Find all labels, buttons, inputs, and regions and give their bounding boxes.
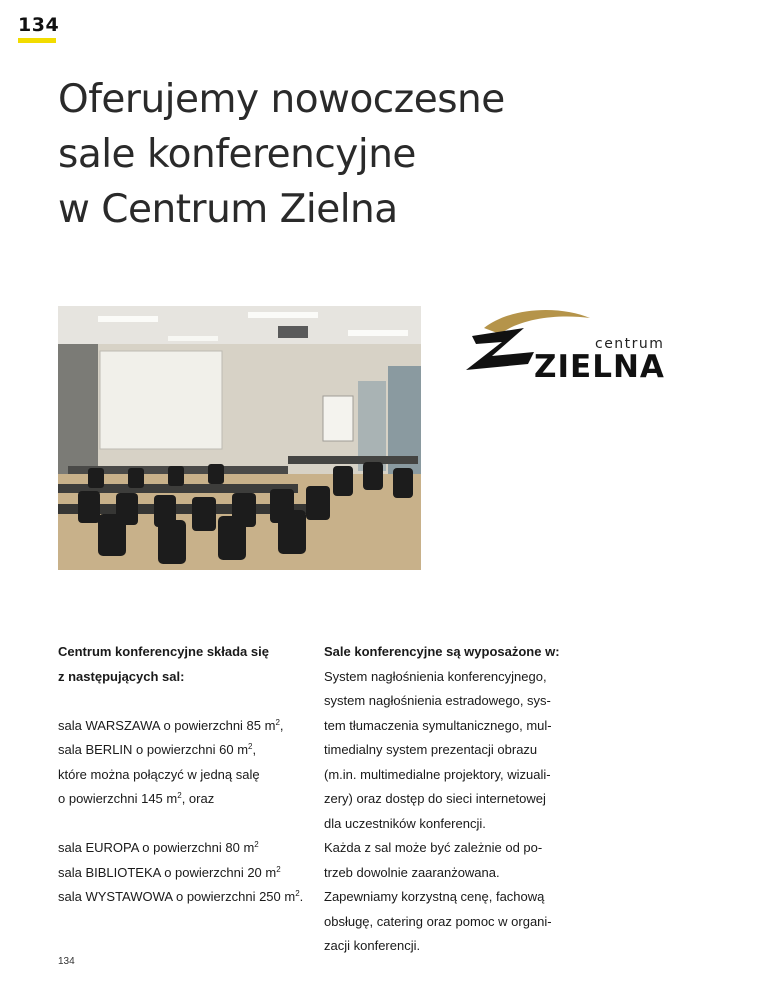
title-line-3: w Centrum Zielna <box>58 187 398 232</box>
equipment-line: trzeb dowolnie zaaranżowana. <box>324 864 500 880</box>
equipment-line: zacji konferencji. <box>324 938 421 953</box>
equipment-line: Zapewniamy korzystną cenę, fachową <box>324 889 545 904</box>
equipment-line: system nagłośnienia estradowego, sys- <box>324 693 551 708</box>
room-item: które można połączyć w jedną salę <box>58 766 260 782</box>
equipment-line: Każda z sal może być zależnie od po- <box>324 840 543 855</box>
page-number-bottom: 134 <box>58 956 75 967</box>
room-item: sala BIBLIOTEKA o powierzchni 20 $m^2$ <box>58 864 281 880</box>
logo-text-centrum: centrum <box>595 336 665 352</box>
rooms-heading-line-2: z następujących sal: <box>58 668 185 684</box>
rooms-heading-line-1: Centrum konferencyjne składa się <box>58 644 269 659</box>
title-line-1: Oferujemy nowoczesne <box>58 77 505 122</box>
page-title <box>58 72 618 237</box>
logo-text-zielna: ZIELNA <box>534 349 665 385</box>
equipment-line: tem tłumaczenia symultanicznego, mul- <box>324 717 552 733</box>
page-number-accent-bar <box>18 38 56 43</box>
equipment-line: timedialny system prezentacji obrazu <box>324 742 538 757</box>
equipment-line: dla uczestników konferencji. <box>324 815 486 831</box>
equipment-heading: Sale konferencyjne są wyposażone w: <box>324 644 560 659</box>
page-number-top: 134 <box>18 14 60 36</box>
room-item: sala WYSTAWOWA o powierzchni 250 $m^2$. <box>58 889 304 904</box>
equipment-line: (m.in. multimedialne projektory, wizuali- <box>324 766 551 782</box>
equipment-line: System nagłośnienia konferencyjnego, <box>324 668 547 684</box>
rooms-column <box>58 640 308 910</box>
room-item: sala WARSZAWA o powierzchni 85 $m^2$, <box>58 717 284 733</box>
equipment-line: zery) oraz dostęp do sieci internetowej <box>324 791 546 806</box>
equipment-line: obsługę, catering oraz pomoc w organi- <box>324 913 552 929</box>
room-item: sala BERLIN o powierzchni 60 $m^2$, <box>58 742 257 757</box>
conference-room-photo <box>58 306 421 570</box>
title-line-2: sale konferencyjne <box>58 132 416 177</box>
room-item: sala EUROPA o powierzchni 80 $m^2$ <box>58 840 259 855</box>
equipment-column <box>324 640 584 959</box>
room-item: o powierzchni 145 $m^2$, oraz <box>58 791 215 806</box>
